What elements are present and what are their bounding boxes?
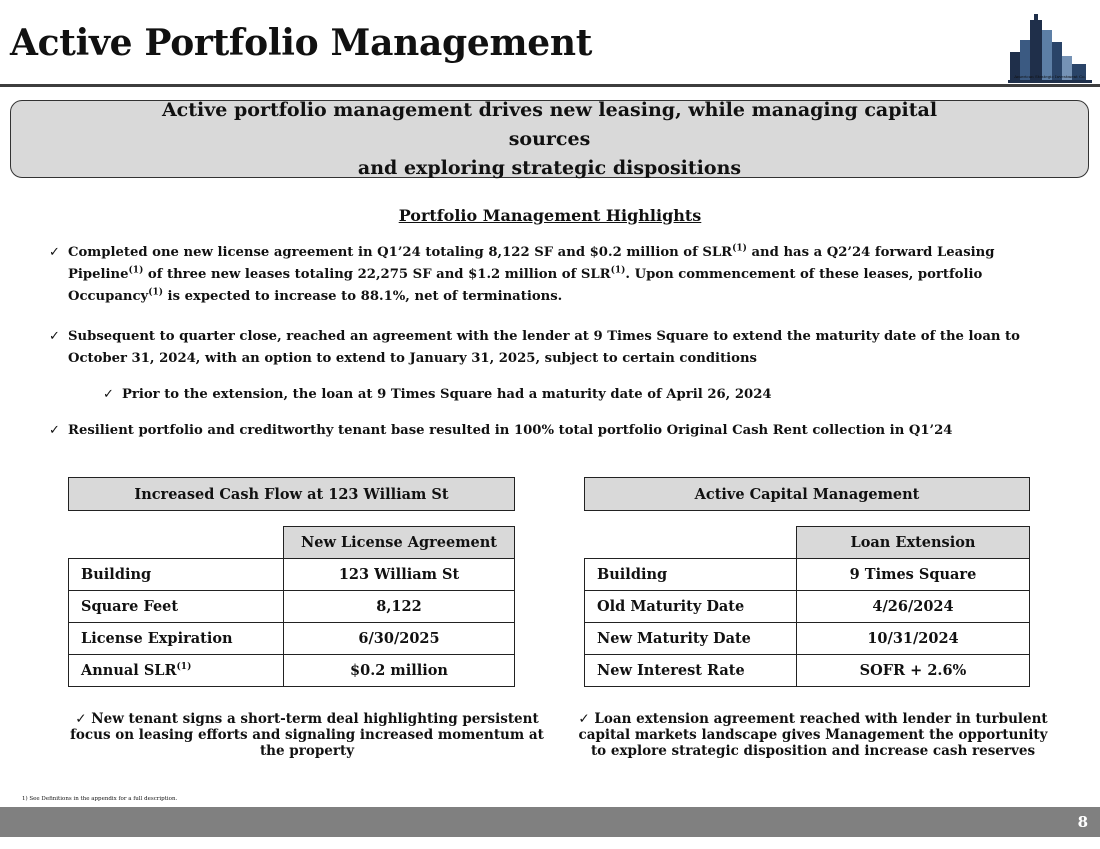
row-label: Building	[69, 559, 284, 591]
footnote-ref: (1)	[128, 265, 144, 276]
row-value: 6/30/2025	[284, 623, 515, 655]
left-table-header: Increased Cash Flow at 123 William St	[68, 477, 515, 511]
footnote-ref: (1)	[176, 662, 192, 673]
table-row	[585, 623, 1030, 655]
banner-line-2: and exploring strategic dispositions	[357, 156, 742, 179]
banner-line-1: Active portfolio management drives new leasing, while managing capital sources	[161, 98, 938, 150]
row-label: Building	[585, 559, 797, 591]
page-title: Active Portfolio Management	[10, 22, 593, 64]
highlight-bullet-2	[49, 326, 1078, 370]
right-note-text: Loan extension agreement reached with lender in turbulent capital markets landscape gives Management the opportunity to explore strategic disposition and increase cash reserves	[578, 711, 1048, 759]
table-row	[69, 623, 515, 655]
column-header: Loan Extension	[797, 527, 1030, 559]
bullet-2-line-1: Subsequent to quarter close, reached an agreement with the lender at 9 Times Square to extend the maturity date of the loan to	[68, 329, 1020, 344]
table-row	[69, 527, 515, 559]
highlight-bullet-3	[49, 420, 1078, 442]
row-value: $0.2 million	[284, 655, 515, 687]
row-value: 9 Times Square	[797, 559, 1030, 591]
table-blank-cell	[69, 527, 284, 559]
table-blank-cell	[585, 527, 797, 559]
summary-banner	[10, 100, 1089, 178]
section-heading: Portfolio Management Highlights	[398, 206, 702, 225]
bullet-1-text-c: Pipeline	[68, 267, 129, 282]
check-icon: ✓	[49, 245, 61, 260]
bullet-1-text-g: is expected to increase to 88.1%, net of terminations.	[162, 289, 563, 304]
left-table-note	[68, 711, 546, 759]
check-icon: ✓	[49, 423, 61, 438]
row-label: New Maturity Date	[585, 623, 797, 655]
sub-bullet-text: Prior to the extension, the loan at 9 Times Square had a maturity date of April 26, 2024	[122, 387, 772, 402]
table-row	[585, 527, 1030, 559]
table-row	[585, 655, 1030, 687]
right-data-table	[584, 526, 1030, 687]
row-label: License Expiration	[69, 623, 284, 655]
row-value: 8,122	[284, 591, 515, 623]
footnote-ref: (1)	[610, 265, 626, 276]
bullet-1-text-b: and has a Q2’24 forward Leasing	[746, 245, 995, 260]
row-label: New Interest Rate	[585, 655, 797, 687]
check-icon: ✓	[103, 387, 115, 402]
row-label: Annual SLR	[81, 662, 177, 679]
bullet-1-text-f: Occupancy	[68, 289, 149, 304]
footnote: 1) See Definitions in the appendix for a full description.	[22, 796, 178, 802]
table-row	[585, 559, 1030, 591]
row-value: 4/26/2024	[797, 591, 1030, 623]
bullet-3-text: Resilient portfolio and creditworthy tenant base resulted in 100% total portfolio Original Cash Rent collection in Q1’24	[68, 423, 953, 438]
column-header: New License Agreement	[284, 527, 515, 559]
bullet-1-text-e: . Upon commencement of these leases, portfolio	[625, 267, 983, 282]
row-label: Old Maturity Date	[585, 591, 797, 623]
row-value: SOFR + 2.6%	[797, 655, 1030, 687]
bullet-1-text-d: of three new leases totaling 22,275 SF and $1.2 million of SLR	[143, 267, 611, 282]
left-note-text: New tenant signs a short-term deal highlighting persistent focus on leasing efforts and signaling increased momentum at the property	[70, 711, 544, 759]
footnote-ref: (1)	[148, 287, 163, 298]
highlight-bullet-1	[49, 242, 1078, 308]
check-icon: ✓	[578, 711, 590, 727]
banner-text	[120, 96, 980, 183]
table-row	[585, 591, 1030, 623]
bullet-2-line-2: October 31, 2024, with an option to extend to January 31, 2025, subject to certain conditions	[68, 351, 757, 366]
row-label-cell	[69, 655, 284, 687]
right-table-note	[578, 711, 1048, 759]
right-table-header: Active Capital Management	[584, 477, 1030, 511]
highlight-sub-bullet	[103, 384, 1022, 406]
row-label: Square Feet	[69, 591, 284, 623]
left-data-table	[68, 526, 515, 687]
check-icon: ✓	[49, 329, 61, 344]
page-number: 8	[1077, 813, 1088, 831]
row-value: 123 William St	[284, 559, 515, 591]
row-value: 10/31/2024	[797, 623, 1030, 655]
footnote-ref: (1)	[732, 243, 747, 254]
footer-bar	[0, 807, 1100, 837]
table-row	[69, 591, 515, 623]
logo-caption: American Strategic Investment Co.	[1014, 74, 1086, 79]
check-icon: ✓	[75, 711, 87, 727]
table-row	[69, 559, 515, 591]
title-divider	[0, 84, 1100, 87]
bullet-1-text-a: Completed one new license agreement in Q1’24 totaling 8,122 SF and $0.2 million of SLR	[68, 245, 733, 260]
table-row	[69, 655, 515, 687]
